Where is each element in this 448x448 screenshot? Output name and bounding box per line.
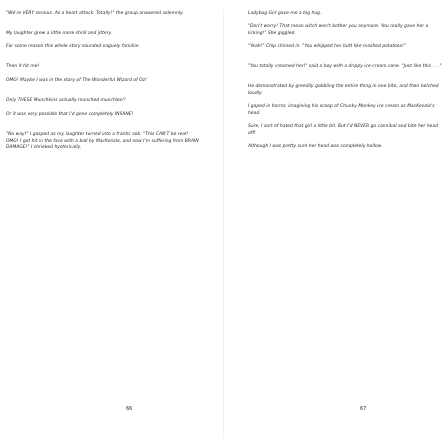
- left-page: [6, 0, 202, 448]
- left-paragraph-1: "We're VERY serious. As a heart attack. Totally!" the group answered solemnly.: [6, 11, 184, 16]
- left-paragraph-4: Then it hit me!: [6, 64, 40, 69]
- right-paragraph-1: Ladybug Girl gave me a big hug.: [248, 11, 322, 16]
- right-paragraph-7: Sure, I sort of hated that girl a little bit. But I'd NEVER go cannibal and bite her head off!: [248, 124, 439, 136]
- left-paragraph-6: Only THESE Munchkins actually munched munchies!!: [6, 98, 126, 103]
- left-paragraph-5: OMG! Maybe I was in the story of The Wonderful Wizard of Oz!: [6, 78, 147, 83]
- right-paragraph-8: Although I was pretty sure her head was completely hollow.: [248, 144, 383, 149]
- left-paragraph-8: "No way!" I gasped as my laughter turned into a frantic sob. "This CAN'T be real! OMG! I got hit in the face with a ball by MacKenzie, and now I'm suffering from BRAIN DAMAGE!" I shrieked hysterically.: [6, 132, 199, 151]
- left-paragraph-7: Or it was very possible that I'd gone completely INSANE!: [6, 112, 134, 117]
- right-page: [248, 0, 444, 448]
- page-number-left: 66: [126, 406, 133, 412]
- page-number-right: 67: [360, 406, 367, 412]
- right-paragraph-6: I gaped in horror, imagining his scoop of Chunky Monkey ice cream as MacKenzie's head.: [248, 104, 435, 116]
- right-paragraph-4: "You totally creamed her!" said a boy with a drippy ice-cream cone. "Just like this . . .": [248, 64, 442, 69]
- left-paragraph-2: My laughter grew a little more shrill and jittery.: [6, 31, 113, 36]
- left-paragraph-3: For some reason this whole story sounded vaguely familiar.: [6, 44, 140, 49]
- right-paragraph-5: He demonstrated by greedily gobbling the entire thing in one bite, and then belched loudly.: [248, 84, 439, 96]
- gutter-divider: [223, 10, 224, 438]
- right-paragraph-3: "Yeah!" Chip chimed in. "You whipped her butt like mashed potatoes!": [248, 44, 406, 49]
- right-paragraph-2: "Don't worry! That mean witch won't bother you anymore. You really gave her a licking!" She giggled.: [248, 24, 429, 36]
